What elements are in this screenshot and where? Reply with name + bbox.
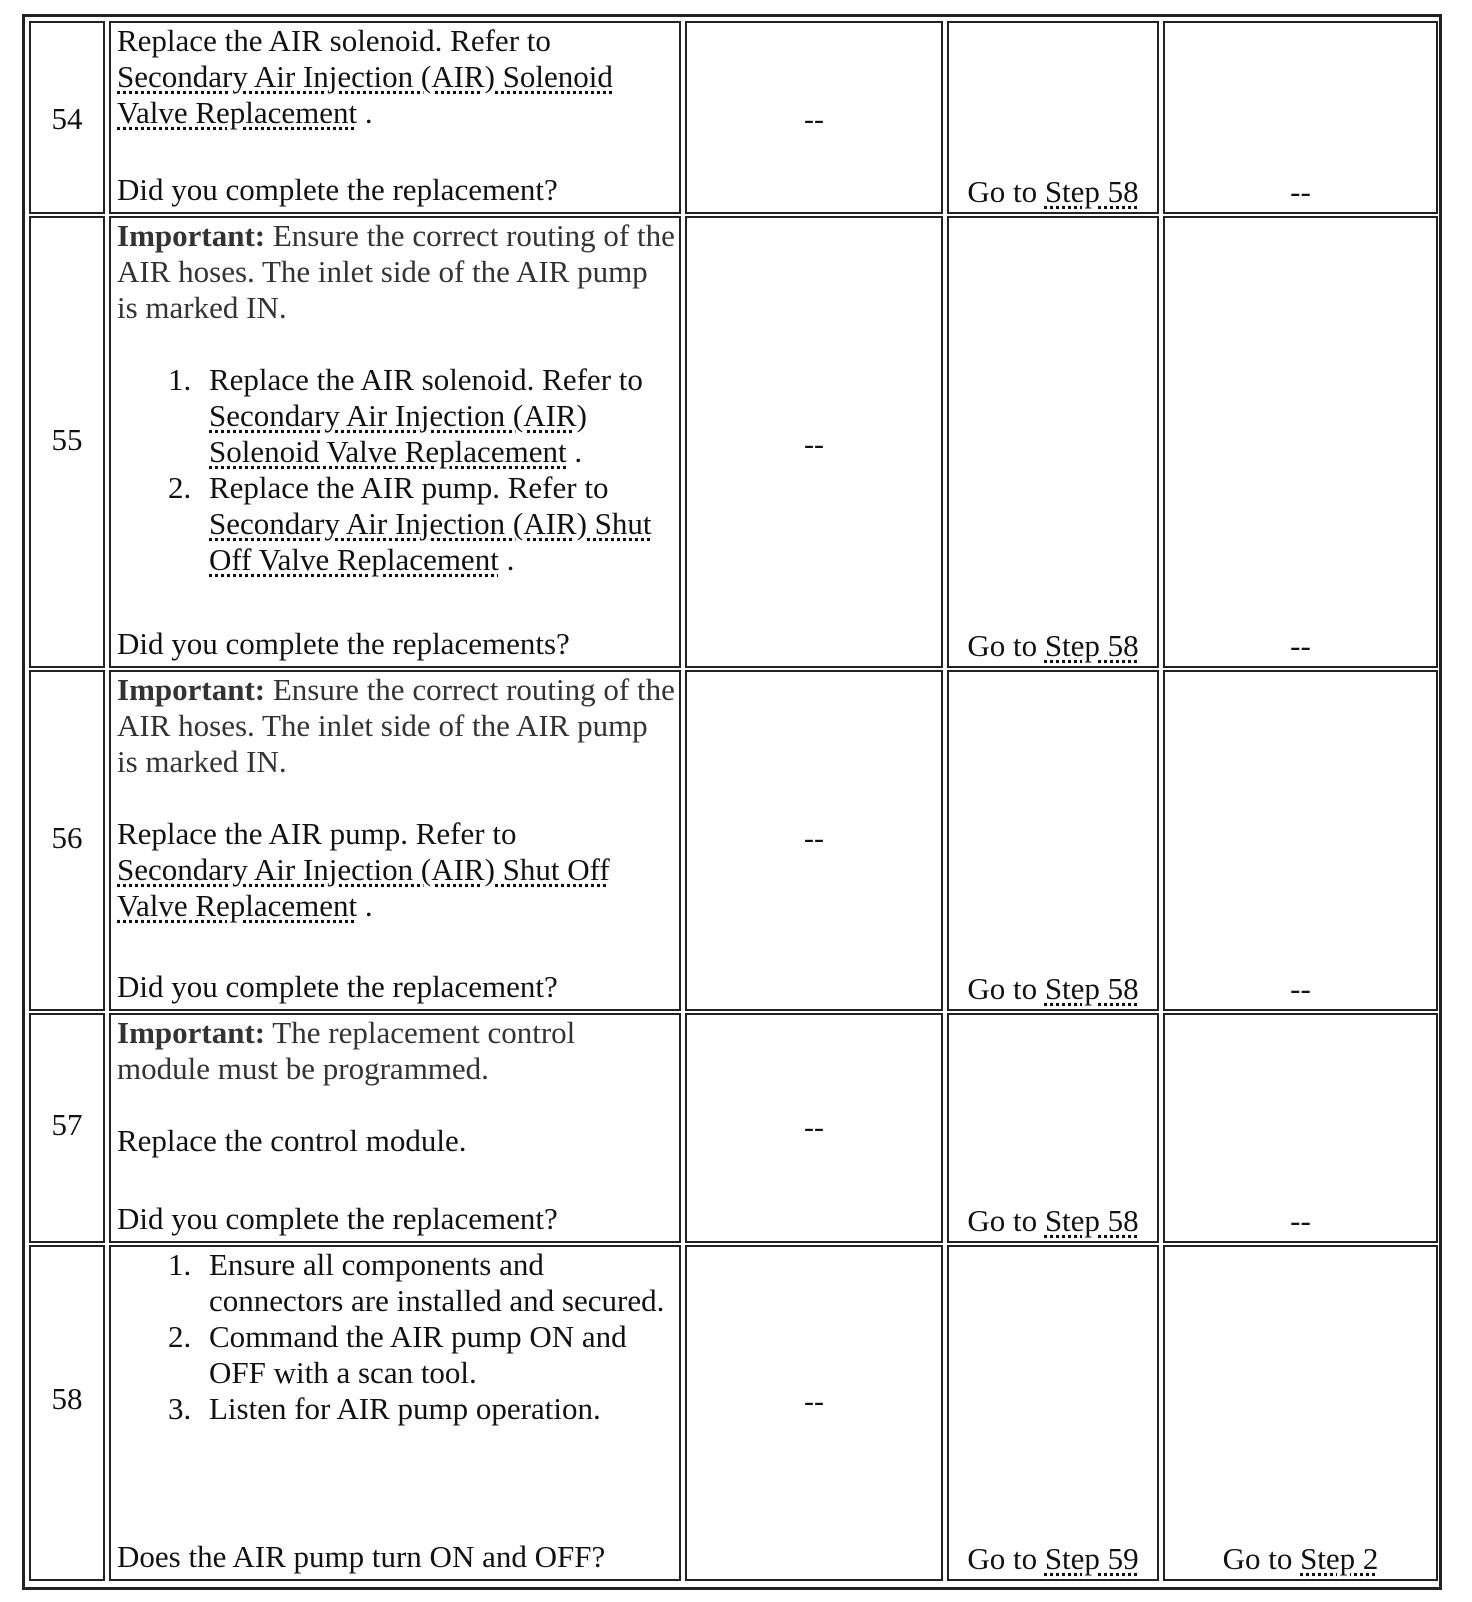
step-number: 55 bbox=[51, 422, 83, 457]
step-link[interactable]: Step 58 bbox=[1044, 174, 1139, 209]
action-cell bbox=[109, 1245, 681, 1581]
step-link[interactable]: Step 59 bbox=[1044, 1541, 1139, 1576]
question-text: Did you complete the replacement? bbox=[117, 172, 558, 207]
value-cell bbox=[685, 1245, 943, 1581]
goto-prefix: Go to bbox=[967, 628, 1045, 663]
action-cell bbox=[109, 216, 681, 668]
yes-cell bbox=[947, 1013, 1159, 1243]
no-cell bbox=[1163, 21, 1438, 214]
action-cell bbox=[109, 670, 681, 1011]
punctuation: . bbox=[566, 434, 583, 469]
step-cell bbox=[29, 1013, 105, 1243]
procedure-link[interactable]: Secondary Air Injection (AIR) Shut Off Valve Replacement bbox=[209, 506, 652, 577]
table-row bbox=[29, 21, 1435, 214]
yes-action bbox=[949, 1203, 1157, 1239]
table-row bbox=[29, 216, 1435, 668]
list-item bbox=[199, 470, 675, 578]
question-text: Does the AIR pump turn ON and OFF? bbox=[117, 1539, 606, 1574]
yes-action bbox=[949, 1541, 1157, 1577]
value-cell bbox=[685, 1013, 943, 1243]
no-cell bbox=[1163, 1245, 1438, 1581]
list-item-text: Replace the AIR solenoid. Refer to bbox=[209, 362, 643, 397]
value-cell bbox=[685, 216, 943, 668]
table-row bbox=[29, 1013, 1435, 1243]
important-text: Ensure the correct routing of the AIR hoses. The inlet side of the AIR pump is marked IN. bbox=[117, 218, 675, 325]
step-link[interactable]: Step 58 bbox=[1044, 971, 1139, 1006]
step-link[interactable]: Step 2 bbox=[1300, 1541, 1379, 1576]
action-cell bbox=[109, 21, 681, 214]
punctuation: . bbox=[357, 888, 373, 923]
step-number: 54 bbox=[51, 101, 83, 136]
step-cell bbox=[29, 670, 105, 1011]
no-action: -- bbox=[1290, 1203, 1311, 1238]
value-text: -- bbox=[804, 103, 824, 136]
list-item bbox=[199, 362, 675, 470]
goto-prefix: Go to bbox=[1222, 1541, 1301, 1576]
value-text: -- bbox=[804, 822, 824, 855]
no-cell bbox=[1163, 216, 1438, 668]
value-text: -- bbox=[804, 1385, 824, 1418]
no-action: -- bbox=[1290, 628, 1311, 663]
no-cell bbox=[1163, 1013, 1438, 1243]
yes-action bbox=[949, 628, 1157, 664]
step-number: 58 bbox=[51, 1381, 83, 1416]
step-number: 57 bbox=[51, 1107, 83, 1142]
yes-action bbox=[949, 971, 1157, 1007]
no-action bbox=[1165, 1541, 1436, 1577]
action-text: Replace the AIR solenoid. Refer to bbox=[117, 23, 551, 58]
value-text: -- bbox=[804, 428, 824, 461]
table-row bbox=[29, 670, 1435, 1011]
important-note bbox=[117, 672, 675, 780]
procedure-link[interactable]: Valve Replacement bbox=[117, 95, 358, 130]
important-text: Ensure the correct routing of the AIR hoses. The inlet side of the AIR pump is marked IN. bbox=[117, 672, 675, 779]
action-text: Replace the AIR pump. Refer to bbox=[117, 816, 517, 851]
goto-prefix: Go to bbox=[967, 1203, 1045, 1238]
procedure-link[interactable]: Valve Replacement bbox=[117, 888, 358, 923]
important-label: Important: bbox=[117, 672, 266, 707]
step-number: 56 bbox=[51, 820, 83, 855]
yes-cell bbox=[947, 21, 1159, 214]
value-cell bbox=[685, 21, 943, 214]
question-text: Did you complete the replacement? bbox=[117, 1201, 558, 1236]
goto-prefix: Go to bbox=[967, 174, 1045, 209]
question-text: Did you complete the replacement? bbox=[117, 969, 558, 1004]
no-cell bbox=[1163, 670, 1438, 1011]
important-note bbox=[117, 1015, 675, 1087]
goto-prefix: Go to bbox=[967, 971, 1045, 1006]
important-note bbox=[117, 218, 675, 326]
step-cell bbox=[29, 1245, 105, 1581]
list-item-text: Replace the AIR pump. Refer to bbox=[209, 470, 609, 505]
procedure-link[interactable]: Secondary Air Injection (AIR) Shut Off bbox=[117, 852, 610, 887]
punctuation: . bbox=[357, 95, 373, 130]
no-action: -- bbox=[1290, 174, 1311, 209]
yes-cell bbox=[947, 216, 1159, 668]
goto-prefix: Go to bbox=[967, 1541, 1045, 1576]
list-item: 1. Ensure all components and connectors are installed and secured. bbox=[199, 1247, 675, 1319]
table-row bbox=[29, 1245, 1435, 1581]
value-cell bbox=[685, 670, 943, 1011]
yes-action bbox=[949, 174, 1157, 210]
punctuation: . bbox=[498, 542, 515, 577]
diagnostic-table bbox=[22, 14, 1442, 1590]
important-label: Important: bbox=[117, 1015, 266, 1050]
procedure-link[interactable]: Secondary Air Injection (AIR) Solenoid bbox=[117, 59, 613, 94]
action-cell bbox=[109, 1013, 681, 1243]
procedure-list bbox=[117, 1247, 675, 1427]
important-label: Important: bbox=[117, 218, 266, 253]
step-link[interactable]: Step 58 bbox=[1044, 628, 1139, 663]
step-link[interactable]: Step 58 bbox=[1044, 1203, 1139, 1238]
procedure-list bbox=[117, 362, 675, 578]
list-item: 2. Command the AIR pump ON and OFF with a scan tool. bbox=[199, 1319, 675, 1391]
no-action: -- bbox=[1290, 971, 1311, 1006]
step-cell bbox=[29, 21, 105, 214]
action-text: Replace the control module. bbox=[117, 1123, 467, 1158]
value-text: -- bbox=[804, 1111, 824, 1144]
list-item: 3. Listen for AIR pump operation. bbox=[199, 1391, 675, 1427]
yes-cell bbox=[947, 670, 1159, 1011]
procedure-link[interactable]: Secondary Air Injection (AIR) Solenoid Valve Replacement bbox=[209, 398, 587, 469]
important-text: The replacement control module must be programmed. bbox=[117, 1015, 576, 1086]
yes-cell bbox=[947, 1245, 1159, 1581]
step-cell bbox=[29, 216, 105, 668]
question-text: Did you complete the replacements? bbox=[117, 626, 570, 661]
